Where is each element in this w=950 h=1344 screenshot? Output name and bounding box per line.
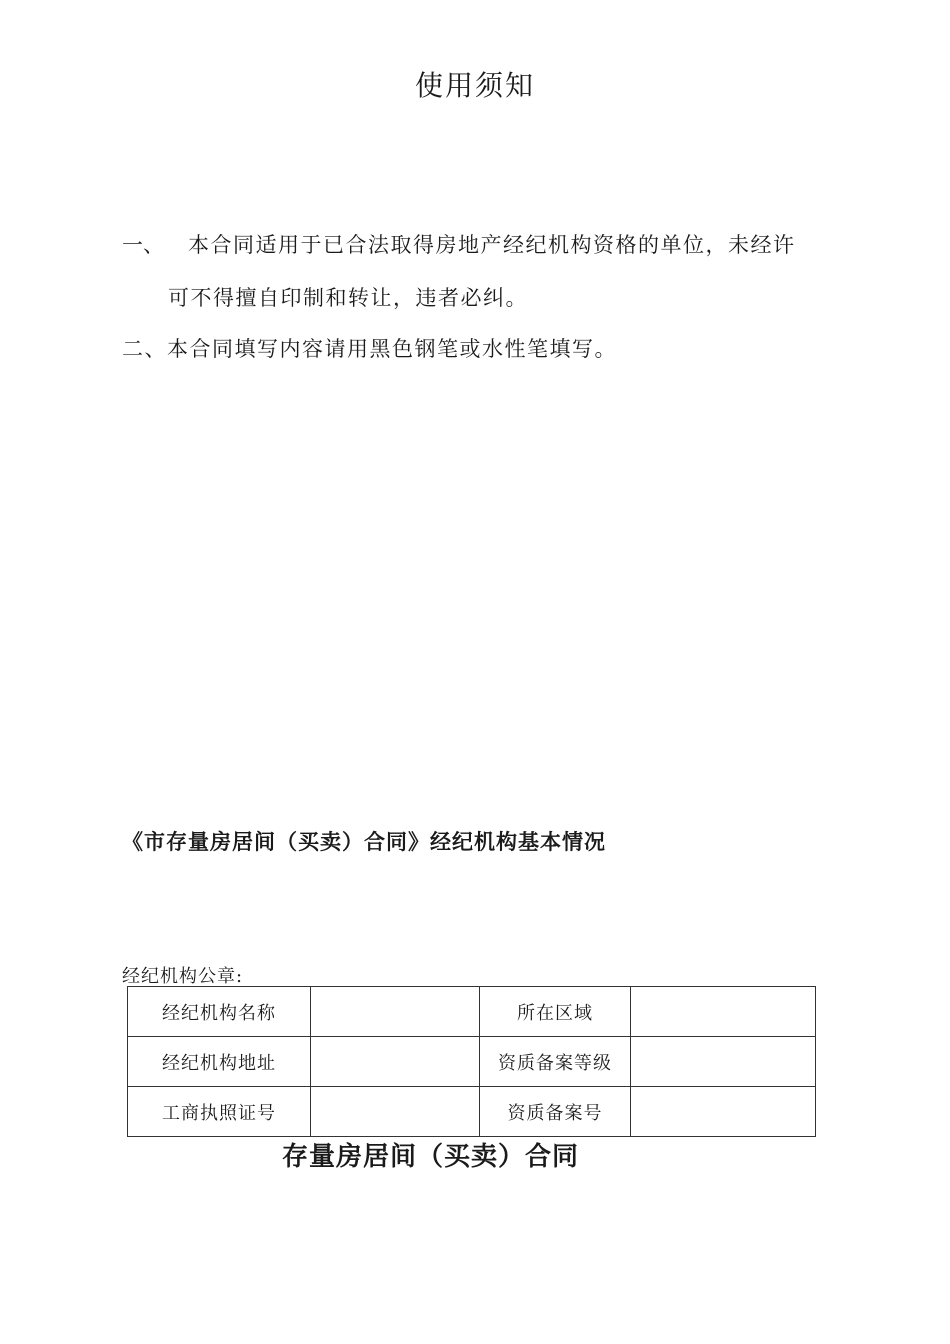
district-value[interactable] [631, 987, 816, 1037]
agency-address-label: 经纪机构地址 [128, 1037, 311, 1087]
business-license-value[interactable] [311, 1087, 480, 1137]
notice-item-1-line-1: 本合同适用于已合法取得房地产经纪机构资格的单位，未经许 [188, 233, 796, 257]
notice-item-1-number: 一、 [122, 233, 164, 257]
qualification-number-value[interactable] [631, 1087, 816, 1137]
table-row [128, 1087, 816, 1137]
qualification-number-label: 资质备案号 [480, 1087, 631, 1137]
notice-item-1-line-2: 可不得擅自印制和转让，违者必纠。 [168, 286, 528, 310]
notice-item-2: 二、本合同填写内容请用黑色钢笔或水性笔填写。 [122, 337, 617, 361]
agency-address-value[interactable] [311, 1037, 480, 1087]
district-label: 所在区域 [480, 987, 631, 1037]
notice-title: 使用须知 [414, 69, 535, 102]
agency-info-table [127, 986, 816, 1137]
table-row [128, 987, 816, 1037]
agency-name-label: 经纪机构名称 [128, 987, 311, 1037]
agency-seal-label: 经纪机构公章: [122, 966, 244, 987]
qualification-grade-label: 资质备案等级 [480, 1037, 631, 1087]
business-license-label: 工商执照证号 [128, 1087, 311, 1137]
table-row [128, 1037, 816, 1087]
qualification-grade-value[interactable] [631, 1037, 816, 1087]
contract-title: 存量房居间（买卖）合同 [282, 1142, 580, 1172]
agency-name-value[interactable] [311, 987, 480, 1037]
agency-section-title: 《市存量房居间（买卖）合同》经纪机构基本情况 [122, 829, 606, 854]
